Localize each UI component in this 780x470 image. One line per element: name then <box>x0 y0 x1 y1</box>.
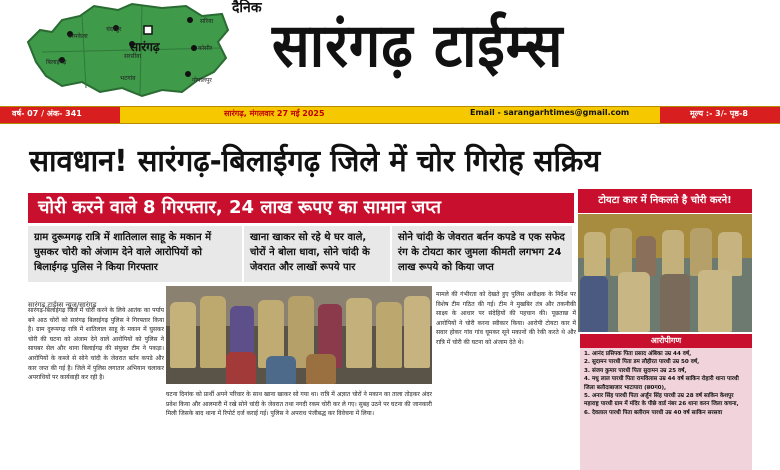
subheadline-banner <box>28 193 574 223</box>
main-headline-box <box>8 138 772 186</box>
article-column <box>166 390 432 470</box>
issue-number: वर्ष- 07 / अंक- 341 <box>12 109 82 118</box>
person-figure <box>170 302 196 368</box>
map-label: बिलाईगढ़ <box>46 59 67 66</box>
article-text: घटना दिनांक को प्रार्थी अपने परिवार के साथ खाना खाकर सो गया था। रात्रि में अज्ञात चोरों ने मकान का ताला तोड़कर अंदर प्रवेश किया और आलमारी में रखे सोने चांदी के जेवरात तथा नगदी रकम चोरी कर ले गए। सुबह उठने पर घटना की जानकारी मिली जिसके बाद थाना में रिपोर्ट दर्ज कराई गई। पुलिस ने अपराध पंजीबद्ध कर विवेचना में लिया। <box>166 391 432 418</box>
list-item: 5. अनार सिंह पारधी पिता अर्जुन सिंह पारधी उम्र 28 वर्ष साकिन केशपुर महाराष्ट्र पारधी ग्राम में मंदिर के पीछे वार्ड नंबर 26 थाना करन जिला कचना, <box>584 393 739 408</box>
side-banner-text: टोयटा कार में निकलते है चोरी करने! <box>598 195 732 206</box>
person-figure <box>662 230 684 276</box>
article-text: मामले की गंभीरता को देखते हुए पुलिस अधीक्षक के निर्देश पर विशेष टीम गठित की गई। टीम ने मुखबिर तंत्र और तकनीकी साक्ष्य के आधार पर संदेहियों की पहचान की। पूछताछ में आरोपियों ने चोरी करना स्वीकार किया। आरोपी टोयटा कार में सवार होकर गांव गांव घूमकर सूने मकानों की रेकी करते थे और रात्रि में चोरी की घटना को अंजाम देते थे। <box>436 291 576 346</box>
info-bar <box>0 106 780 124</box>
person-figure <box>698 270 732 332</box>
dainik-label: दैनिक <box>232 0 262 16</box>
dateline: सारंगढ़, मंगलवार 27 मई 2025 <box>224 109 325 118</box>
map-label: भटगांव <box>120 75 136 82</box>
subhead-text: सोने चांदी के जेवरात बर्तन कपडे व एक सफेद रंग के टोयटा कार जुमला कीमती लगभग 24 लाख रूपये को किया जप्त <box>398 232 565 273</box>
subhead-box <box>28 226 244 282</box>
list-item: 2. सुदामन पारधी पिता डम लौहीरत पारधी उम्र 50 वर्ष, <box>584 359 700 366</box>
person-figure <box>660 274 690 332</box>
person-figure <box>306 354 336 384</box>
arrest-photo <box>166 286 432 384</box>
news-credit <box>28 292 164 309</box>
list-item: 3. संजय कुमार पारधी पिता सुदामन उम्र 25 वर्ष, <box>584 367 687 374</box>
subhead-box <box>392 226 574 282</box>
subhead-box <box>244 226 392 282</box>
accused-list <box>584 350 748 417</box>
masthead <box>0 0 780 106</box>
person-figure <box>200 296 226 368</box>
person-figure <box>690 228 712 276</box>
map-label: कोसीर <box>198 45 213 52</box>
accused-title: आरोपीगण <box>650 336 682 345</box>
map-label: बरमकेला <box>68 33 88 40</box>
person-figure <box>610 228 632 276</box>
list-item: 4. मधु लाल पारधी पिता रामविलास उम्र 44 वर्ष साकिन रोहारी थाना पारधी जिला बलौदाबाजार भाटापारा (छ0ग0), <box>584 376 739 391</box>
subheadline-text: चोरी करने वाले 8 गिरफ्तार, 24 लाख रूपए का सामान जप्त <box>38 197 442 218</box>
accused-header <box>580 334 752 348</box>
person-figure <box>404 296 430 368</box>
police-photo <box>578 214 752 332</box>
article-text: सारंगढ़-बिलाईगढ़ जिले में चोरी करने के लिये आतंक का पर्याय बने आठ चोरों को सारंगढ़ बिलाईगढ़ पुलिस ने गिरफ्तार किया है। ग्राम दुरूमगढ़ रात्रि में शातिलाल साहू के मकान में घुसकर चोरी की घटना को अंजाम देने वाले आरोपियों को पुलिस ने सायबर सेल और थाना बिलाईगढ़ की संयुक्त टीम ने पकड़ा। आरोपियों के कब्जे से सोने चांदी के जेवरात बर्तन कपडे और कार जप्त की गई है। जिले में पुलिस लगातार अभियान चलाकर अपराधियों पर कार्यवाही कर रही है। <box>28 307 164 382</box>
map-label: चंदरपुर <box>106 26 122 33</box>
news-credit-text: सारंगढ़ टाईम्स न्यूज/सारंगढ़ <box>28 301 97 309</box>
side-banner <box>578 189 752 213</box>
person-figure <box>636 236 656 276</box>
person-figure <box>346 298 372 368</box>
main-headline: सावधान! सारंगढ़-बिलाईगढ़ जिले में चोर गिरोह सक्रिय <box>29 144 601 179</box>
accused-box <box>580 334 752 470</box>
article-column <box>28 306 164 470</box>
subhead-text: ग्राम दुरूमगढ़ रात्रि में शातिलाल साहू के मकान में घुसकर चोरी को अंजाम देने वाले आरोपियों को बिलाईगढ़ पुलिस ने किया गिरफ्तार <box>34 232 212 273</box>
subhead-text: खाना खाकर सो रहे थे घर वाले, चोरों ने बोला धावा, सोने चांदी के जेवरात और लाखों रूपये पार <box>250 232 370 273</box>
article-column <box>436 290 576 470</box>
person-figure <box>618 272 650 332</box>
newspaper-title: सारंगढ़ टाईम्स <box>272 11 564 81</box>
email[interactable]: Email - sarangarhtimes@gmail.com <box>470 108 630 117</box>
person-figure <box>584 232 606 276</box>
map-city-label: सारंगढ़ <box>130 40 160 54</box>
person-figure <box>226 352 256 384</box>
map-label: सरिया <box>200 18 214 25</box>
map-label: गोपालपुर <box>192 77 212 84</box>
list-item: 1. आनंद प्रसिपक पिता प्रसाद अंबिका उम्र 44 वर्ष, <box>584 351 692 357</box>
person-figure <box>266 356 296 384</box>
map-label: सरसींवा <box>124 53 142 60</box>
person-figure <box>580 276 608 332</box>
list-item: 6. देवलाल पारधी पिता बलीराम पारधी उम्र 40 वर्ष साकिन सरसवा <box>584 409 723 416</box>
price: मूल्य :- 3/- पृष्ठ-8 <box>690 109 748 118</box>
person-figure <box>376 302 402 368</box>
